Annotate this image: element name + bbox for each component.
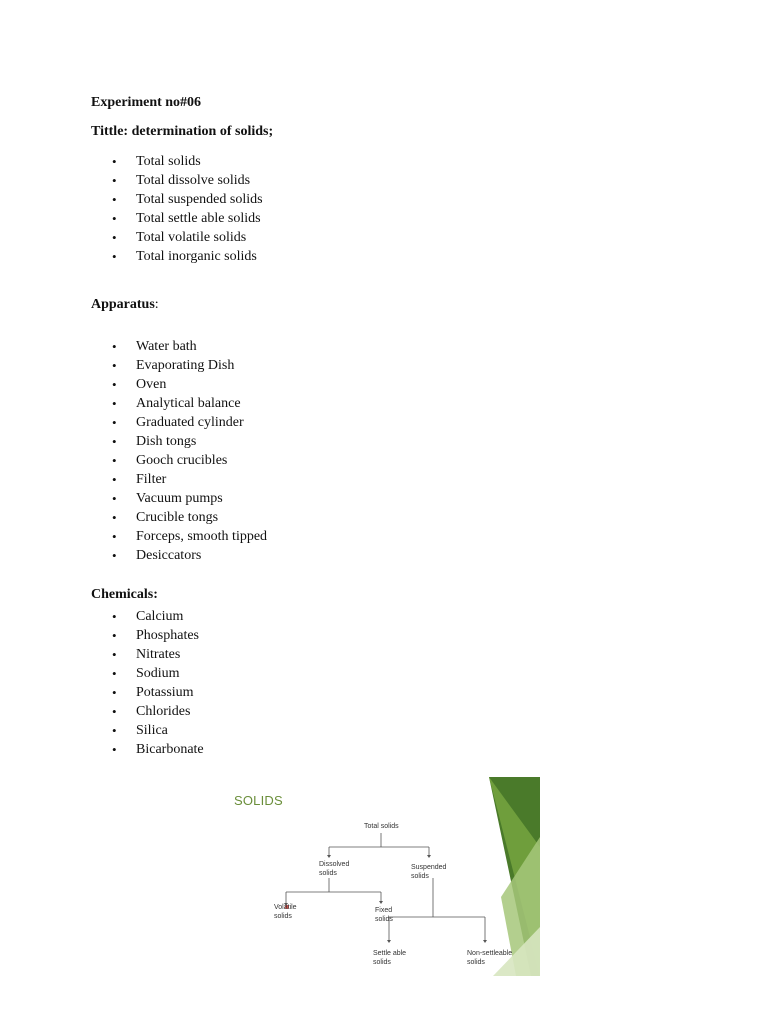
apparatus-heading [91,297,159,313]
list-item: • Forceps, smooth tipped [0,527,267,546]
node-non-settleable-solids: Non-settleable solids [467,950,513,966]
experiment-title: Tittle: determination of solids; [91,124,274,139]
list-item: • Total solids [0,152,263,171]
node-volatile-solids: Volatile solids [274,904,297,920]
list-item: • Total volatile solids [0,228,263,247]
list-item: • Nitrates [0,645,204,664]
list-item: • Water bath [0,337,267,356]
node-suspended-solids: Suspended solids [411,864,447,880]
list-item: • Bicarbonate [0,740,204,759]
diagram-arrowheads [284,855,487,943]
node-fixed-solids: Fixed solids [375,907,393,923]
list-item: • Dish tongs [0,432,267,451]
experiment-number: Experiment no#06 [91,95,202,110]
list-item: • Total suspended solids [0,190,263,209]
chemicals-heading: Chemicals: [91,587,158,602]
list-item: • Crucible tongs [0,508,267,527]
node-total-solids: Total solids [364,823,399,830]
list-item: • Chlorides [0,702,204,721]
node-dissolved-solids: Dissolved solids [319,861,350,877]
list-item: • Evaporating Dish [0,356,267,375]
list-item: • Total inorganic solids [0,247,263,266]
apparatus-heading-text: Apparatus [91,297,155,312]
list-item: • Potassium [0,683,204,702]
node-settleable-solids: Settle able solids [373,950,407,966]
list-item: • Vacuum pumps [0,489,267,508]
list-item: • Total dissolve solids [0,171,263,190]
list-item: • Total settle able solids [0,209,263,228]
apparatus-colon: : [154,297,159,312]
list-item: • Graduated cylinder [0,413,267,432]
diagram-connectors [286,833,485,942]
list-item: • Desiccators [0,546,267,565]
list-item: • Gooch crucibles [0,451,267,470]
solids-list [0,152,263,266]
apparatus-list [0,337,267,565]
chemicals-list [0,607,204,759]
list-item: • Filter [0,470,267,489]
list-item: • Silica [0,721,204,740]
list-item: • Phosphates [0,626,204,645]
list-item: • Analytical balance [0,394,267,413]
list-item: • Oven [0,375,267,394]
list-item: • Calcium [0,607,204,626]
diagram-title: SOLIDS [234,793,283,808]
list-item: • Sodium [0,664,204,683]
solids-diagram [231,777,540,976]
